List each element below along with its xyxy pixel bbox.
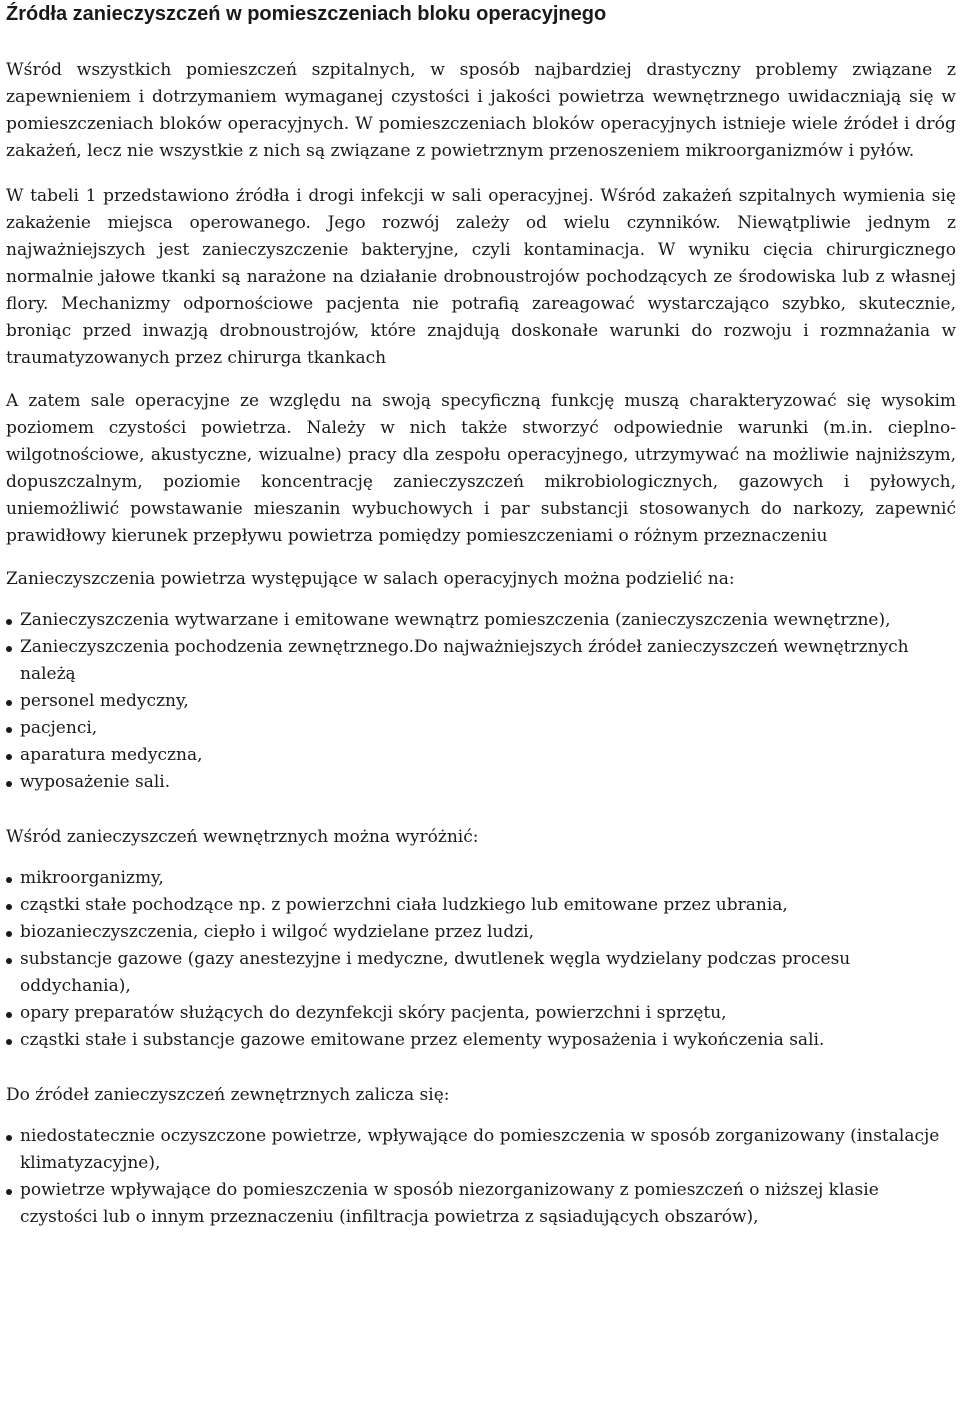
list-item: niedostatecznie oczyszczone powietrze, wpływające do pomieszczenia w sposób zorganizowany (instalacje klimatyzacyjne),: [6, 1123, 956, 1177]
list-item: pacjenci,: [6, 715, 956, 742]
paragraph-infection-sources: W tabeli 1 przedstawiono źródła i drogi infekcji w sali operacyjnej. Wśród zakażeń szpitalnych wymienia się zakażenie miejsca operowanego. Jego rozwój zależy od wielu czynników. Niewątpliwie jednym z najważniejszych jest zanieczyszczenie bakteryjne, czyli kontaminacja. W wyniku cięcia chirurgicznego normalnie jałowe tkanki są narażone na działanie drobnoustrojów pochodzących ze środowiska lub z własnej flory. Mechanizmy odpornościowe pacjenta nie potrafią zareagować wystarczająco szybko, skutecznie, broniąc przed inwazją drobnoustrojów, które znajdują doskonałe warunki do rozwoju i rozmnażania w traumatyzowanych przez chirurga tkankach: [6, 186, 956, 368]
list-item: substancje gazowe (gazy anestezyjne i medyczne, dwutlenek węgla wydzielany podczas procesu oddychania),: [6, 946, 956, 1000]
list-item: personel medyczny,: [6, 688, 956, 715]
section2-list: [6, 865, 956, 1054]
list-item: wyposażenie sali.: [6, 769, 956, 796]
list-item: biozanieczyszczenia, ciepło i wilgoć wydzielane przez ludzi,: [6, 919, 956, 946]
list-item: Zanieczyszczenia wytwarzane i emitowane wewnątrz pomieszczenia (zanieczyszczenia wewnętrzne),: [6, 607, 956, 634]
section3-list: [6, 1123, 956, 1231]
page-title: Źródła zanieczyszczeń w pomieszczeniach bloku operacyjnego: [6, 3, 607, 25]
paragraph-intro: Wśród wszystkich pomieszczeń szpitalnych, w sposób najbardziej drastyczny problemy związane z zapewnieniem i dotrzymaniem wymaganej czystości i jakości powietrza wewnętrznego uwidaczniają się w pomieszczeniach bloków operacyjnych. W pomieszczeniach bloków operacyjnych istnieje wiele źródeł i dróg zakażeń, lecz nie wszystkie z nich są związane z powietrznym przenoszeniem mikroorganizmów i pyłów.: [6, 60, 956, 161]
section2-lead: Wśród zanieczyszczeń wewnętrznych można wyróżnić:: [6, 827, 479, 847]
document-page: [0, 1, 960, 1231]
section1-list: [6, 607, 956, 796]
section1-lead: Zanieczyszczenia powietrza występujące w salach operacyjnych można podzielić na:: [6, 569, 735, 589]
list-item: mikroorganizmy,: [6, 865, 956, 892]
list-item: opary preparatów służących do dezynfekcji skóry pacjenta, powierzchni i sprzętu,: [6, 1000, 956, 1027]
list-item: cząstki stałe i substancje gazowe emitowane przez elementy wyposażenia i wykończenia sali.: [6, 1027, 956, 1054]
list-item: aparatura medyczna,: [6, 742, 956, 769]
list-item: cząstki stałe pochodzące np. z powierzchni ciała ludzkiego lub emitowane przez ubrania,: [6, 892, 956, 919]
list-item: powietrze wpływające do pomieszczenia w sposób niezorganizowany z pomieszczeń o niższej klasie czystości lub o innym przeznaczeniu (infiltracja powietrza z sąsiadujących obszarów),: [6, 1177, 956, 1231]
section3-lead: Do źródeł zanieczyszczeń zewnętrznych zalicza się:: [6, 1085, 450, 1105]
list-item: Zanieczyszczenia pochodzenia zewnętrznego.Do najważniejszych źródeł zanieczyszczeń wewnętrznych należą: [6, 634, 956, 688]
paragraph-operating-rooms: A zatem sale operacyjne ze względu na swoją specyficzną funkcję muszą charakteryzować się wysokim poziomem czystości powietrza. Należy w nich także stworzyć odpowiednie warunki (m.in. cieplno-wilgotnościowe, akustyczne, wizualne) pracy dla zespołu operacyjnego, utrzymywać na możliwie najniższym, dopuszczalnym, poziomie koncentrację zanieczyszczeń mikrobiologicznych, gazowych i pyłowych, uniemożliwić powstawanie mieszanin wybuchowych i par substancji stosowanych do narkozy, zapewnić prawidłowy kierunek przepływu powietrza pomiędzy pomieszczeniami o różnym przeznaczeniu: [6, 391, 956, 546]
